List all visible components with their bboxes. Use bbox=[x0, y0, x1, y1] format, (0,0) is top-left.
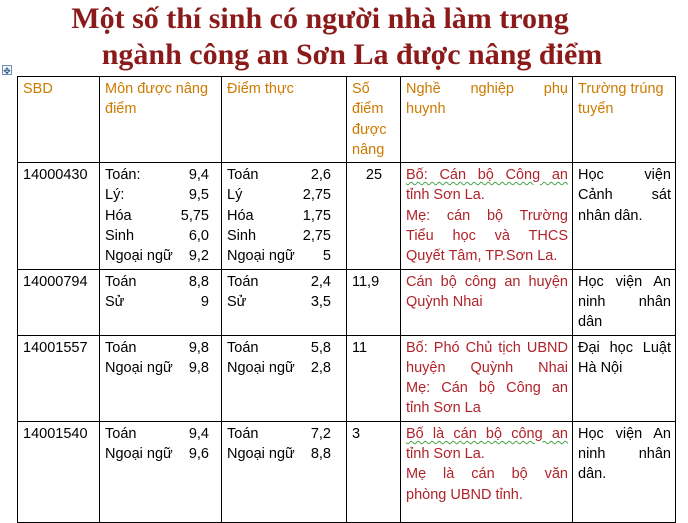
actual-scores-cell bbox=[222, 163, 347, 269]
subject-name: Ngoại ngữ bbox=[105, 359, 173, 376]
header-raised-line-4: nâng bbox=[352, 141, 385, 158]
header-raised-line-1: Số bbox=[352, 81, 370, 97]
subject-name: Toán bbox=[227, 167, 259, 184]
boosted-subjects-cell bbox=[100, 421, 222, 522]
school-line: Học viện bbox=[578, 167, 671, 184]
boosted-subjects-cell bbox=[100, 269, 222, 335]
score-line bbox=[227, 185, 331, 205]
parent-line: tỉnh Sơn La. bbox=[406, 446, 485, 463]
score-line bbox=[105, 165, 209, 185]
table-move-handle-icon[interactable]: ✥ bbox=[3, 66, 11, 76]
subject-score: 9,6 bbox=[188, 446, 209, 463]
subject-score: 9,4 bbox=[188, 425, 209, 442]
subject-score: 7,2 bbox=[310, 425, 331, 442]
raised-points-value: 25 bbox=[365, 167, 383, 184]
header-sbd: SBD bbox=[18, 77, 100, 163]
header-boosted-subjects-line-2: điểm bbox=[105, 101, 137, 118]
parent-line: Mẹ là cán bộ văn bbox=[406, 466, 568, 483]
sbd-cell bbox=[18, 163, 100, 269]
school-line: Hà Nội bbox=[578, 359, 623, 376]
school-line: dân bbox=[578, 314, 603, 331]
candidates-table bbox=[17, 76, 676, 523]
parent-occupation-cell bbox=[401, 163, 573, 269]
header-raised-points bbox=[347, 77, 401, 163]
score-line bbox=[227, 292, 331, 312]
subject-score: 9,4 bbox=[188, 167, 209, 184]
parent-line: Bố: Cán bộ Công an bbox=[406, 167, 568, 184]
score-line bbox=[227, 206, 331, 226]
subject-name: Toán bbox=[105, 425, 137, 442]
score-line bbox=[105, 292, 209, 312]
subject-name: Toán bbox=[105, 273, 137, 290]
school-line: Học viện An bbox=[578, 425, 671, 442]
subject-name: Sử bbox=[227, 293, 247, 310]
subject-name: Ngoại ngữ bbox=[105, 446, 173, 463]
header-admitted-school bbox=[573, 77, 676, 163]
header-school-line-2: tuyển bbox=[578, 101, 614, 118]
school-line: nhân dân. bbox=[578, 207, 643, 224]
school-line: dân. bbox=[578, 466, 607, 483]
parent-line: Quỳnh Nhai bbox=[406, 293, 483, 310]
table-row bbox=[18, 421, 676, 522]
parent-line: huyện Quỳnh Nhai bbox=[406, 359, 568, 376]
score-line bbox=[105, 338, 209, 358]
parent-line: phòng UBND tỉnh. bbox=[406, 486, 523, 503]
header-parent-line-1: Nghề nghiệp phụ bbox=[406, 81, 568, 97]
subject-score: 6,0 bbox=[188, 228, 209, 245]
parent-line: Mẹ: Cán bộ Công an bbox=[406, 380, 568, 397]
subject-name: Ngoại ngữ bbox=[227, 248, 295, 265]
score-line bbox=[105, 206, 209, 226]
boosted-subjects-cell bbox=[100, 335, 222, 421]
parent-line: Tiểu học và THCS bbox=[406, 228, 568, 245]
school-line: Học viện An bbox=[578, 273, 671, 290]
admitted-school-cell bbox=[573, 163, 676, 269]
score-line bbox=[227, 338, 331, 358]
actual-scores-cell bbox=[222, 269, 347, 335]
actual-scores-cell bbox=[222, 421, 347, 522]
raised-points-cell bbox=[347, 269, 401, 335]
subject-score: 2,75 bbox=[302, 228, 331, 245]
table-row bbox=[18, 335, 676, 421]
score-line bbox=[105, 246, 209, 266]
subject-score: 9,8 bbox=[188, 359, 209, 376]
subject-name: Hóa bbox=[105, 207, 132, 224]
subject-score: 9,2 bbox=[188, 248, 209, 265]
sbd-cell bbox=[18, 421, 100, 522]
score-line bbox=[227, 444, 331, 464]
parent-occupation-cell bbox=[401, 335, 573, 421]
header-school-line-1: Trường trúng bbox=[578, 81, 664, 97]
header-boosted-subjects-line-1: Môn được nâng bbox=[105, 81, 209, 97]
score-line bbox=[227, 272, 331, 292]
subject-score: 2,6 bbox=[310, 167, 331, 184]
score-line bbox=[227, 226, 331, 246]
raised-points-cell bbox=[347, 163, 401, 269]
subject-name: Sử bbox=[105, 293, 125, 310]
subject-score: 1,75 bbox=[302, 207, 331, 224]
sbd-cell bbox=[18, 335, 100, 421]
actual-scores-cell bbox=[222, 335, 347, 421]
header-boosted-subjects bbox=[100, 77, 222, 163]
score-line bbox=[105, 444, 209, 464]
subject-score: 2,8 bbox=[310, 359, 331, 376]
table-row bbox=[18, 269, 676, 335]
subject-name: Toán bbox=[227, 273, 259, 290]
subject-name: Toán: bbox=[105, 167, 141, 184]
subject-name: Lý: bbox=[105, 187, 125, 204]
raised-points-cell bbox=[347, 335, 401, 421]
subject-score: 2,75 bbox=[302, 187, 331, 204]
sbd-value: 14000430 bbox=[23, 167, 88, 184]
parent-line: tỉnh Sơn La bbox=[406, 400, 481, 417]
sbd-value: 14000794 bbox=[23, 273, 88, 290]
page-title-line-2: ngành công an Sơn La được nâng điểm bbox=[101, 38, 603, 71]
page-title-line-1: Một số thí sinh có người nhà làm trong bbox=[71, 2, 569, 35]
score-line bbox=[105, 358, 209, 378]
subject-score: 8,8 bbox=[310, 446, 331, 463]
subject-name: Toán bbox=[227, 339, 259, 356]
score-line bbox=[105, 424, 209, 444]
parent-line: tỉnh Sơn La. bbox=[406, 187, 485, 204]
subject-score: 9,8 bbox=[188, 339, 209, 356]
raised-points-value: 3 bbox=[352, 425, 361, 442]
school-line: ninh nhân bbox=[578, 446, 671, 463]
table-header-row bbox=[18, 77, 676, 163]
subject-score: 9,5 bbox=[188, 187, 209, 204]
subject-name: Ngoại ngữ bbox=[227, 446, 295, 463]
admitted-school-cell bbox=[573, 269, 676, 335]
subject-score: 8,8 bbox=[188, 273, 209, 290]
sbd-value: 14001540 bbox=[23, 425, 88, 442]
raised-points-value: 11,9 bbox=[352, 273, 380, 290]
sbd-value: 14001557 bbox=[23, 339, 88, 356]
boosted-subjects-cell bbox=[100, 163, 222, 269]
school-line: Đại học Luật bbox=[578, 339, 671, 356]
subject-name: Hóa bbox=[227, 207, 254, 224]
subject-score: 5,75 bbox=[180, 207, 209, 224]
score-line bbox=[227, 358, 331, 378]
school-line: ninh nhân bbox=[578, 293, 671, 310]
table-row bbox=[18, 163, 676, 269]
parent-occupation-cell bbox=[401, 421, 573, 522]
score-line bbox=[227, 424, 331, 444]
raised-points-cell bbox=[347, 421, 401, 522]
subject-score: 9 bbox=[200, 293, 209, 310]
sbd-cell bbox=[18, 269, 100, 335]
header-raised-line-3: được bbox=[352, 121, 387, 138]
school-line: Cảnh sát bbox=[578, 187, 671, 204]
subject-name: Sinh bbox=[227, 228, 257, 245]
score-line bbox=[227, 165, 331, 185]
admitted-school-cell bbox=[573, 335, 676, 421]
parent-line: Mẹ: cán bộ Trường bbox=[406, 207, 568, 224]
parent-occupation-cell bbox=[401, 269, 573, 335]
subject-score: 5,8 bbox=[310, 339, 331, 356]
score-line bbox=[105, 185, 209, 205]
subject-name: Toán bbox=[227, 425, 259, 442]
score-line bbox=[227, 246, 331, 266]
raised-points-value: 11 bbox=[352, 339, 368, 356]
subject-score: 3,5 bbox=[310, 293, 331, 310]
subject-name: Ngoại ngữ bbox=[105, 248, 173, 265]
score-line bbox=[105, 226, 209, 246]
parent-line: Quyết Tâm, TP.Sơn La. bbox=[406, 248, 558, 265]
parent-line: Cán bộ công an huyện bbox=[406, 273, 568, 290]
subject-name: Sinh bbox=[105, 228, 135, 245]
score-line bbox=[105, 272, 209, 292]
subject-score: 5 bbox=[322, 248, 331, 265]
admitted-school-cell bbox=[573, 421, 676, 522]
subject-score: 2,4 bbox=[310, 273, 331, 290]
parent-line: Bố là cán bộ công an bbox=[406, 425, 568, 442]
subject-name: Lý bbox=[227, 187, 243, 204]
parent-line: Bố: Phó Chủ tịch UBND bbox=[406, 339, 568, 356]
subject-name: Ngoại ngữ bbox=[227, 359, 295, 376]
header-parent-line-2: huynh bbox=[406, 101, 446, 118]
header-raised-line-2: điểm bbox=[352, 101, 384, 118]
header-actual-score: Điểm thực bbox=[222, 77, 347, 163]
header-parent-occupation bbox=[401, 77, 573, 163]
subject-name: Toán bbox=[105, 339, 137, 356]
